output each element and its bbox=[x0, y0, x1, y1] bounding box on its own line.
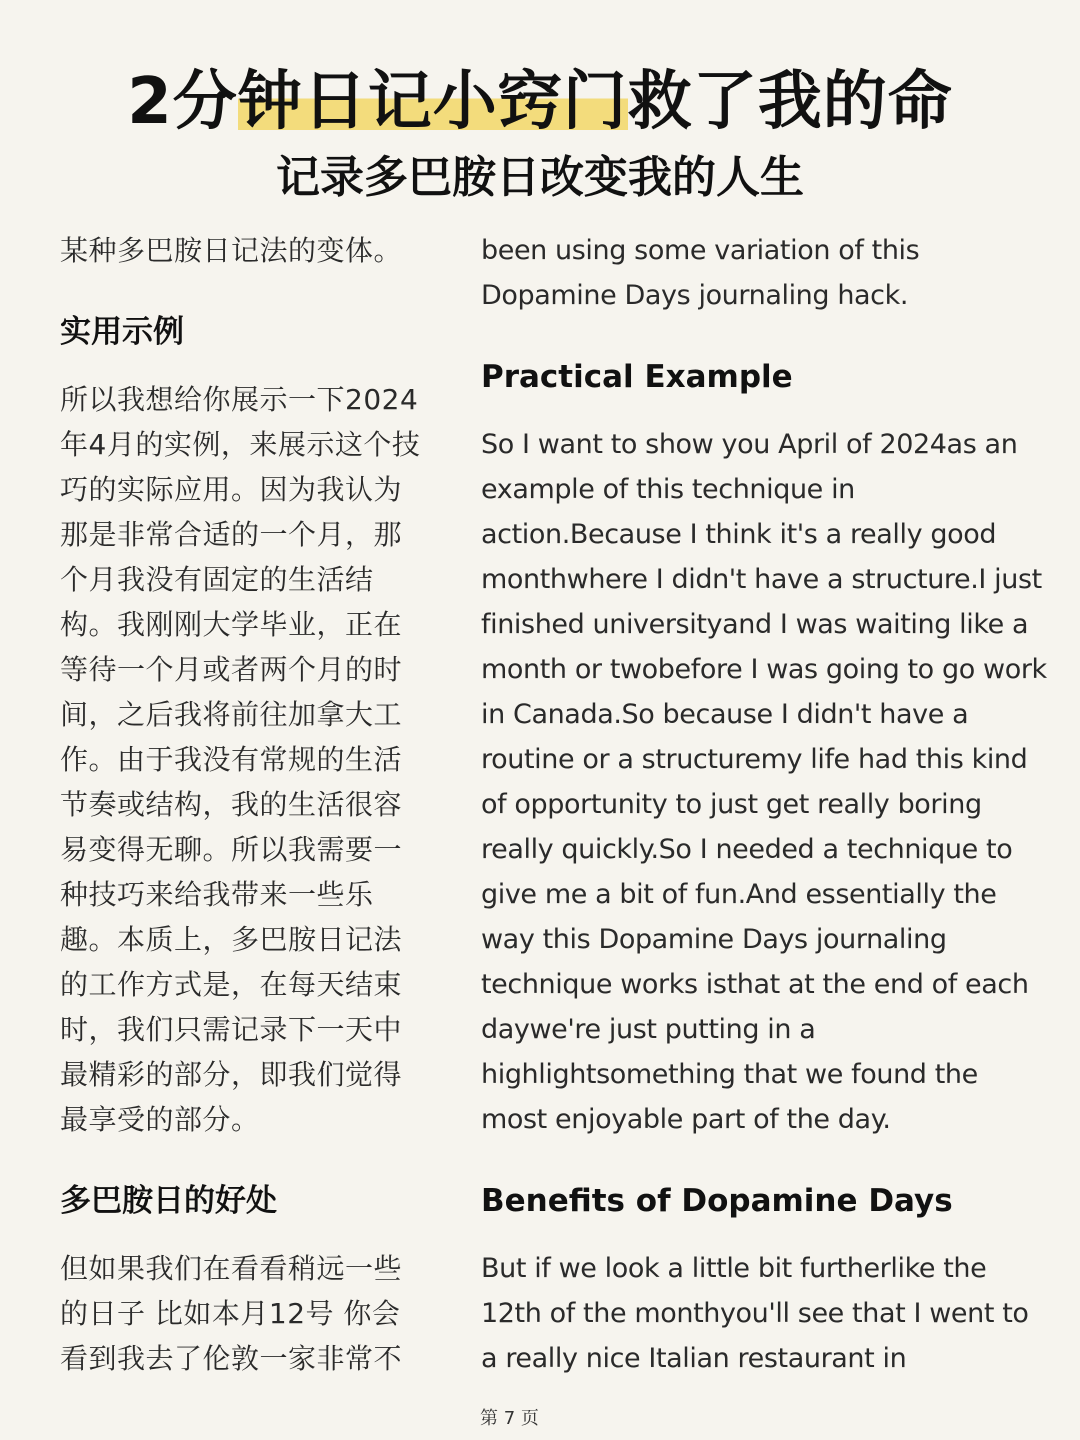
cn-section1-heading: 实用示例 bbox=[60, 314, 184, 350]
page-number: 第 7 页 bbox=[480, 1408, 539, 1429]
page-title bbox=[0, 62, 1080, 142]
cn-section2-heading: 多巴胺日的好处 bbox=[60, 1183, 277, 1219]
cn-intro-tail: 某种多巴胺日记法的变体。 bbox=[60, 234, 403, 267]
chinese-column bbox=[60, 228, 422, 1381]
en-section1-heading: Practical Example bbox=[481, 359, 793, 395]
title-suffix: 救了我的命 bbox=[627, 65, 953, 139]
en-section1-body: So I want to show you April of 2024as an example of this technique in action.Because I think it's a really good monthwhere I didn't have a structure.I just finished universityand I was waiting like a month or twobefore I was going to go work in Canada.So because I didn't have a routine or a structuremy life had this kind of opportunity to just get really boring really quickly.So I needed a technique to give me a bit of fun.And essentially the way this Dopamine Days journaling technique works isthat at the end of each daywe're just putting in a highlightsomething that we found the most enjoyable part of the day. bbox=[481, 429, 1047, 1135]
english-column bbox=[481, 228, 1051, 1381]
en-section2-body: But if we look a little bit furtherlike the 12th of the monthyou'll see that I went to a really nice Italian restaurant in bbox=[481, 1253, 1029, 1374]
title-highlight: 钟日记小窍门 bbox=[237, 65, 628, 139]
title-prefix: 2分 bbox=[127, 65, 238, 139]
page-subtitle: 记录多巴胺日改变我的人生 bbox=[276, 152, 804, 203]
cn-section1-body: 所以我想给你展示一下2024年4月的实例，来展示这个技巧的实际应用。因为我认为那是非常合适的一个月，那个月我没有固定的生活结构。我刚刚大学毕业，正在等待一个月或者两个月的时间，之后我将前往加拿大工作。由于我没有常规的生活节奏或结构，我的生活很容易变得无聊。所以我需要一种技巧来给我带来一些乐趣。本质上，多巴胺日记法的工作方式是，在每天结束时，我们只需记录下一天中最精彩的部分，即我们觉得最享受的部分。 bbox=[60, 383, 421, 1136]
en-intro-tail: been using some variation of this Dopamine Days journaling hack. bbox=[481, 235, 920, 311]
cn-section2-body: 但如果我们在看看稍远一些的日子 比如本月12号 你会看到我去了伦敦一家非常不 bbox=[60, 1252, 403, 1375]
en-section2-heading: Benefits of Dopamine Days bbox=[481, 1183, 953, 1219]
